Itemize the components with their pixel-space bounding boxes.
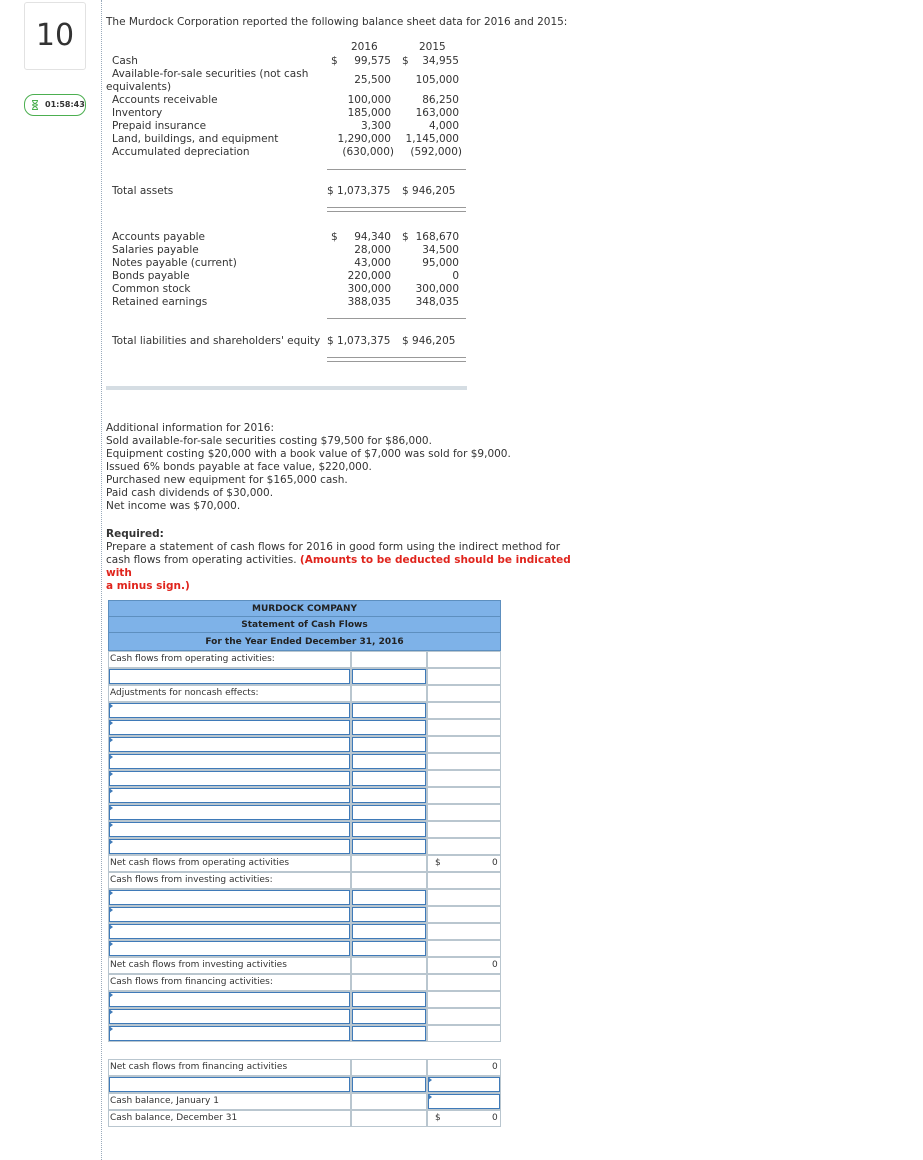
additional-line: Issued 6% bonds payable at face value, $220,000.: [106, 461, 372, 473]
total-dollar-sign: $: [435, 858, 441, 868]
adjustment-amount-input[interactable]: [352, 737, 426, 752]
financing-description-input[interactable]: [109, 1009, 350, 1024]
question-number: 10: [24, 2, 86, 70]
currency-symbol: $: [331, 55, 338, 67]
intro-text: The Murdock Corporation reported the following balance sheet data for 2016 and 2015:: [106, 16, 568, 28]
adjustment-description-input[interactable]: [109, 805, 350, 820]
asset-2015: 105,000: [415, 74, 459, 86]
amount-cell-2: [427, 753, 501, 770]
asset-2016: 3,300: [360, 120, 391, 132]
amount-cell-1: [351, 1093, 427, 1110]
dropdown-marker-icon: [109, 1009, 113, 1015]
adjustment-amount-input[interactable]: [352, 788, 426, 803]
amount-cell-2: [427, 923, 501, 940]
amount-cell-2: [427, 991, 501, 1008]
amount-cell-1: [351, 651, 427, 668]
adjustment-amount-input[interactable]: [352, 822, 426, 837]
liability-2015: 34,500: [422, 244, 459, 256]
total-rule: [327, 357, 466, 358]
liability-label: Common stock: [112, 283, 191, 295]
required-text: cash flows from operating activities.: [106, 554, 297, 566]
subtotal-rule: [327, 169, 466, 170]
timer[interactable]: [24, 94, 86, 116]
liability-2016: 220,000: [347, 270, 391, 282]
asset-label-cont: equivalents): [106, 81, 172, 93]
amount-cell-2: [427, 821, 501, 838]
dropdown-marker-icon: [109, 822, 113, 828]
net-change-amount-input[interactable]: [352, 1077, 426, 1092]
investing-amount-input[interactable]: [352, 941, 426, 956]
dropdown-marker-icon: [109, 788, 113, 794]
amount-cell-2: [427, 906, 501, 923]
financing-description-input[interactable]: [109, 1026, 350, 1041]
asset-2016: 1,290,000: [337, 133, 391, 145]
asset-2016: 185,000: [347, 107, 391, 119]
statement-title: Statement of Cash Flows: [108, 616, 501, 633]
additional-line: Paid cash dividends of $30,000.: [106, 487, 274, 499]
liability-label: Notes payable (current): [112, 257, 237, 269]
dropdown-marker-icon: [428, 1094, 432, 1100]
net-change-label-input[interactable]: [109, 1077, 350, 1092]
asset-2015: 163,000: [415, 107, 459, 119]
amount-cell-2: [427, 668, 501, 685]
adjustment-description-input[interactable]: [109, 771, 350, 786]
total-dollar-sign: $: [435, 1113, 441, 1123]
total-value: 0: [492, 858, 498, 868]
liability-2016: 94,340: [354, 231, 391, 243]
dropdown-marker-icon: [428, 1077, 432, 1083]
asset-2015: 34,955: [422, 55, 459, 67]
asset-label: Prepaid insurance: [112, 120, 207, 132]
dropdown-marker-icon: [109, 805, 113, 811]
dropdown-marker-icon: [109, 992, 113, 998]
amount-cell-2: [427, 1025, 501, 1042]
asset-label: Accumulated depreciation: [112, 146, 250, 158]
financing-amount-input[interactable]: [352, 992, 426, 1007]
dropdown-marker-icon: [109, 941, 113, 947]
adjustment-amount-input[interactable]: [352, 771, 426, 786]
adjustment-description-input[interactable]: [109, 703, 350, 718]
financing-amount-input[interactable]: [352, 1026, 426, 1041]
adjustment-description-input[interactable]: [109, 754, 350, 769]
asset-2015: 4,000: [428, 120, 459, 132]
asset-label: Cash: [112, 55, 138, 67]
subtotal-rule: [327, 318, 466, 319]
adjustment-amount-input[interactable]: [352, 703, 426, 718]
asset-2015: (592,000): [410, 146, 462, 158]
col-header-2016: 2016: [351, 41, 378, 53]
total-value: 0: [492, 1113, 498, 1123]
dropdown-marker-icon: [109, 754, 113, 760]
currency-symbol: $: [402, 231, 409, 243]
currency-symbol: $: [331, 231, 338, 243]
net-op-label: Net cash flows from operating activities: [110, 858, 290, 868]
amount-cell-2: [427, 1008, 501, 1025]
net-income-label-input[interactable]: [109, 669, 350, 684]
asset-label: Accounts receivable: [112, 94, 218, 106]
required-note: a minus sign.): [106, 580, 190, 592]
statement-company: MURDOCK COMPANY: [108, 600, 501, 617]
net-fin-label: Net cash flows from financing activities: [110, 1062, 288, 1072]
amount-cell-2: [427, 957, 501, 974]
total-rule: [327, 211, 466, 212]
investing-amount-input[interactable]: [352, 907, 426, 922]
adjustment-description-input[interactable]: [109, 788, 350, 803]
asset-2015: 1,145,000: [405, 133, 459, 145]
financing-description-input[interactable]: [109, 992, 350, 1007]
cash-dec-label: Cash balance, December 31: [110, 1113, 238, 1123]
amount-cell-1: [351, 1059, 427, 1076]
required-text: Prepare a statement of cash flows for 2016 in good form using the indirect method for: [106, 541, 561, 553]
net-inv-label: Net cash flows from investing activities: [110, 960, 287, 970]
liability-2016: 388,035: [347, 296, 391, 308]
asset-2016: 99,575: [354, 55, 391, 67]
timer-value: 01:58:43: [45, 100, 85, 109]
required-heading: Required:: [106, 528, 164, 540]
dropdown-marker-icon: [109, 907, 113, 913]
total-liab-2015: $ 946,205: [402, 335, 456, 347]
amount-cell-2: [427, 719, 501, 736]
asset-2016: 100,000: [347, 94, 391, 106]
investing-description-input[interactable]: [109, 890, 350, 905]
asset-label: Available-for-sale securities (not cash: [112, 68, 309, 80]
currency-symbol: $: [402, 55, 409, 67]
amount-cell-2: [427, 940, 501, 957]
amount-cell-2: [427, 651, 501, 668]
cash-jan-label: Cash balance, January 1: [110, 1096, 219, 1106]
content-divider: [101, 0, 102, 1160]
total-liab-2016: $ 1,073,375: [327, 335, 391, 347]
investing-amount-input[interactable]: [352, 890, 426, 905]
amount-cell-2: [427, 872, 501, 889]
total-assets-2015: $ 946,205: [402, 185, 456, 197]
adjustment-amount-input[interactable]: [352, 720, 426, 735]
investing-description-input[interactable]: [109, 941, 350, 956]
amount-cell-1: [351, 855, 427, 872]
dropdown-marker-icon: [109, 720, 113, 726]
amount-cell-2: [427, 736, 501, 753]
liability-2016: 28,000: [354, 244, 391, 256]
financing-amount-input[interactable]: [352, 1009, 426, 1024]
asset-label: Inventory: [112, 107, 163, 119]
amount-cell-1: [351, 872, 427, 889]
liability-2015: 95,000: [422, 257, 459, 269]
amount-cell-2: [427, 838, 501, 855]
required-note: (Amounts to be deducted should be indicated with: [106, 554, 571, 579]
amount-cell-1: [351, 685, 427, 702]
fin-heading: Cash flows from financing activities:: [110, 977, 273, 987]
amount-cell-2: [427, 1059, 501, 1076]
col-header-2015: 2015: [419, 41, 446, 53]
amount-cell-2: [427, 685, 501, 702]
total-liab-label: Total liabilities and shareholders' equity: [112, 335, 321, 347]
total-assets-label: Total assets: [112, 185, 174, 197]
adjustment-amount-input[interactable]: [352, 805, 426, 820]
asset-label: Land, buildings, and equipment: [112, 133, 279, 145]
section-divider: [106, 386, 467, 390]
dropdown-marker-icon: [109, 924, 113, 930]
additional-line: Purchased new equipment for $165,000 cash.: [106, 474, 348, 486]
adjustment-description-input[interactable]: [109, 737, 350, 752]
investing-description-input[interactable]: [109, 924, 350, 939]
total-assets-2016: $ 1,073,375: [327, 185, 391, 197]
dropdown-marker-icon: [109, 771, 113, 777]
op-heading: Cash flows from operating activities:: [110, 654, 275, 664]
liability-2015: 300,000: [415, 283, 459, 295]
additional-info: [106, 422, 511, 513]
dropdown-marker-icon: [109, 737, 113, 743]
inv-heading: Cash flows from investing activities:: [110, 875, 273, 885]
balance-input[interactable]: [428, 1094, 500, 1109]
amount-cell-2: [427, 889, 501, 906]
adjustment-description-input[interactable]: [109, 720, 350, 735]
liability-2015: 348,035: [415, 296, 459, 308]
liability-label: Bonds payable: [112, 270, 190, 282]
adjustment-amount-input[interactable]: [352, 754, 426, 769]
statement-period: For the Year Ended December 31, 2016: [108, 632, 501, 651]
amount-cell-1: [351, 957, 427, 974]
net-income-amount-input[interactable]: [352, 669, 426, 684]
total-rule: [327, 207, 466, 208]
investing-amount-input[interactable]: [352, 924, 426, 939]
amount-cell-2: [427, 974, 501, 991]
asset-2016: 25,500: [354, 74, 391, 86]
investing-description-input[interactable]: [109, 907, 350, 922]
required-section: [106, 528, 576, 593]
liability-2016: 300,000: [347, 283, 391, 295]
adjustment-description-input[interactable]: [109, 839, 350, 854]
hourglass-icon: [31, 100, 39, 110]
amount-cell-1: [351, 1110, 427, 1127]
total-rule: [327, 361, 466, 362]
dropdown-marker-icon: [109, 703, 113, 709]
dropdown-marker-icon: [109, 1026, 113, 1032]
additional-line: Additional information for 2016:: [106, 422, 275, 434]
amount-cell-2: [427, 770, 501, 787]
amount-cell-1: [351, 974, 427, 991]
liability-2015: 168,670: [415, 231, 459, 243]
additional-line: Net income was $70,000.: [106, 500, 241, 512]
asset-2015: 86,250: [422, 94, 459, 106]
dropdown-marker-icon: [109, 839, 113, 845]
liability-label: Salaries payable: [112, 244, 199, 256]
liability-label: Retained earnings: [112, 296, 208, 308]
additional-line: Sold available-for-sale securities costing $79,500 for $86,000.: [106, 435, 432, 447]
total-value: 0: [492, 960, 498, 970]
liability-label: Accounts payable: [112, 231, 205, 243]
asset-2016: (630,000): [342, 146, 394, 158]
adjustment-amount-input[interactable]: [352, 839, 426, 854]
liability-2016: 43,000: [354, 257, 391, 269]
amount-cell-2: [427, 804, 501, 821]
adjustment-description-input[interactable]: [109, 822, 350, 837]
amount-cell-2: [427, 787, 501, 804]
additional-line: Equipment costing $20,000 with a book value of $7,000 was sold for $9,000.: [106, 448, 511, 460]
dropdown-marker-icon: [109, 890, 113, 896]
liability-2015: 0: [452, 270, 459, 282]
adj-heading: Adjustments for noncash effects:: [110, 688, 259, 698]
total-value: 0: [492, 1062, 498, 1072]
balance-input[interactable]: [428, 1077, 500, 1092]
amount-cell-2: [427, 702, 501, 719]
